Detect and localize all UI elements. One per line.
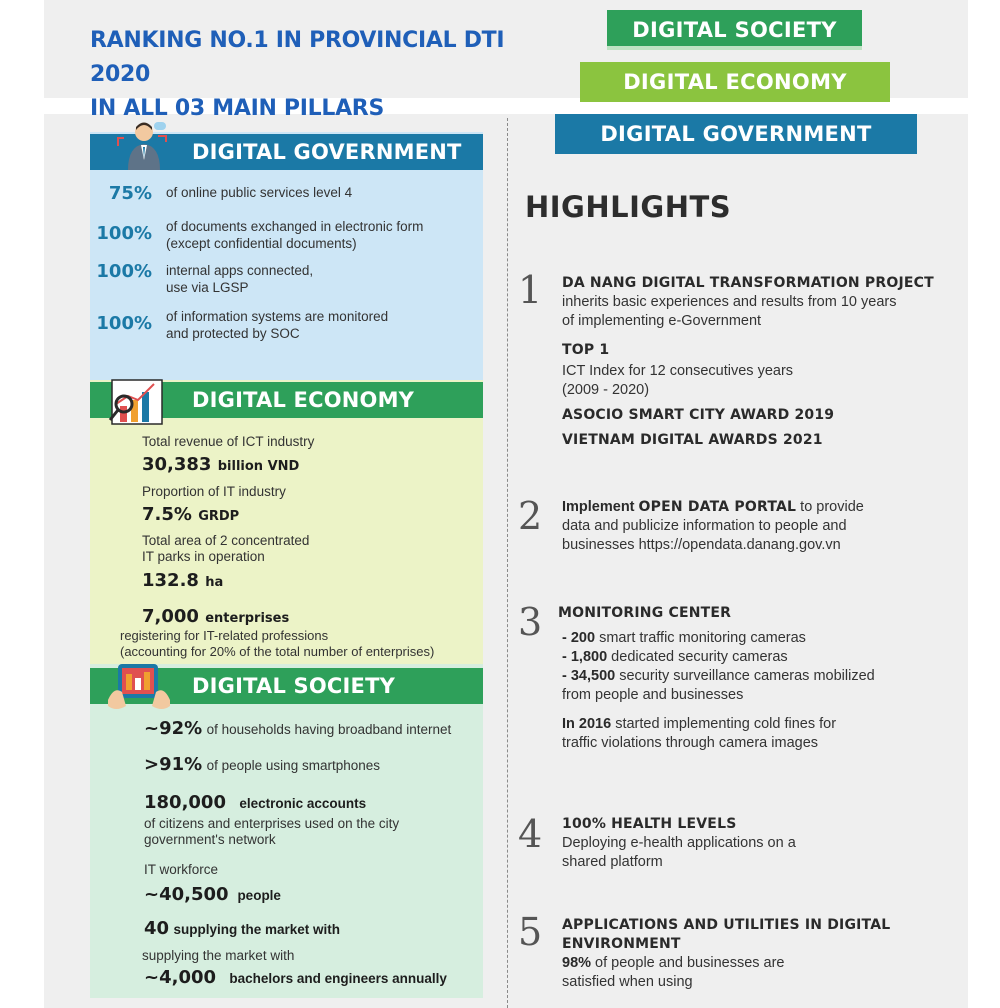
column-divider [507,118,508,1008]
gov-stat-apps [90,262,313,296]
growth-chart-icon [104,374,174,436]
highlight-1-top1-years: (2009 - 2020) [562,382,650,398]
eco-proportion-label: Proportion of IT industry [142,484,286,499]
highlight-1-award-vietnam: VIETNAM DIGITAL AWARDS 2021 [562,432,823,448]
eco-enterprises-desc: registering for IT-related professions (accounting for 20% of the total number of enterprises) [120,628,435,659]
highlight-number-4: 4 [518,812,543,856]
highlight-number-2: 2 [518,494,543,538]
step-digital-economy: DIGITAL ECONOMY [580,62,890,102]
highlight-item-4 [562,815,962,872]
soc-workforce-label: IT workforce [144,862,219,877]
highlight-1-text: of implementing e-Government [562,313,762,329]
highlight-5-heading: ENVIRONMENT [562,936,681,952]
gov-stat-value: 100% [96,261,152,282]
highlight-2-link: businesses https://opendata.danang.gov.vn [562,537,841,553]
eco-area-value: 132.8 ha [142,570,224,591]
highlight-2-text: data and publicize information to people and [562,518,847,534]
highlight-4-heading: 100% HEALTH LEVELS [562,816,737,832]
officer-icon [104,118,174,180]
highlight-1-top1-text: ICT Index for 12 consecutives years [562,363,794,379]
highlight-item-3: MONITORING CENTER - 200 smart traffic monitoring cameras - 1,800 dedicated security cameras - 34,500 security surveillance cameras mobilized from people and businesses In 2016 started implementing cold fines for traffic violations through camera images [558,604,958,753]
highlight-3-bullet-3-cont: from people and businesses [562,687,744,703]
highlight-number-1: 1 [518,268,543,312]
highlight-item-2: Implement OPEN DATA PORTAL to provide data and publicize information to people and businesses https://opendata.danang.gov.vn [562,498,962,555]
highlight-4-text: shared platform [562,854,663,870]
highlight-item-5: APPLICATIONS AND UTILITIES IN DIGITAL ENVIRONMENT 98% of people and businesses are satisfied when using [562,916,962,992]
highlight-1-text: inherits basic experiences and results from 10 years [562,294,897,310]
highlight-number-3: 3 [518,600,543,644]
gov-stat-desc: internal apps connected, use via LGSP [166,263,314,295]
eco-enterprises-value: 7,000 enterprises [142,606,290,627]
highlight-1-top1: TOP 1 [562,342,610,358]
gov-stat-desc: of information systems are monitored and protected by SOC [166,309,389,341]
eco-revenue-value: 30,383 billion VND [142,454,300,475]
government-panel [90,132,483,380]
soc-accounts: 180,000 electronic accounts [144,792,367,813]
page-title [90,24,560,126]
highlight-4-text: Deploying e-health applications on a [562,835,796,851]
highlight-1-heading: DA NANG DIGITAL TRANSFORMATION PROJECT [562,275,934,291]
government-header: DIGITAL GOVERNMENT [90,134,483,170]
gov-stat-desc: of online public services level 4 [166,185,353,200]
soc-workforce-value: ~40,500 people [144,884,281,905]
highlight-1-award-asocio: ASOCIO SMART CITY AWARD 2019 [562,407,835,423]
smartphone-hands-icon [104,660,174,722]
society-panel [90,664,483,998]
eco-area-label: Total area of 2 concentrated IT parks in operation [142,533,310,564]
soc-supply: 40 supplying the market with [144,918,341,939]
highlight-3-heading: MONITORING CENTER [558,605,732,621]
title-line-1: RANKING NO.1 IN PROVINCIAL DTI 2020 [90,28,505,87]
gov-stat-value: 100% [96,223,152,244]
gov-stat-documents [90,218,423,252]
highlight-3-note-cont: traffic violations through camera images [562,735,819,751]
gov-stat-systems [90,308,388,342]
step-digital-society: DIGITAL SOCIETY [607,10,862,50]
soc-broadband: ~92% of households having broadband internet [144,718,452,739]
highlight-5-text: satisfied when using [562,974,693,990]
gov-stat-desc: of documents exchanged in electronic form (except confidential documents) [166,219,424,251]
highlights-title: HIGHLIGHTS [525,190,732,224]
step-digital-government: DIGITAL GOVERNMENT [555,114,917,154]
economy-panel [90,380,483,664]
soc-supply-desc: supplying the market with [142,948,295,963]
gov-stat-online-services [90,184,352,204]
soc-accounts-desc: of citizens and enterprises used on the city government's network [144,816,400,847]
highlight-number-5: 5 [518,910,543,954]
title-line-2: IN ALL 03 MAIN PILLARS [90,96,384,121]
eco-proportion-value: 7.5% GRDP [142,504,240,525]
soc-graduates: ~4,000 bachelors and engineers annually [144,967,447,988]
economy-header: DIGITAL ECONOMY [90,382,483,418]
highlight-item-1 [562,274,962,450]
gov-stat-value: 75% [108,183,152,204]
society-header: DIGITAL SOCIETY [90,668,483,704]
gov-stat-value: 100% [96,313,152,334]
highlight-5-heading: APPLICATIONS AND UTILITIES IN DIGITAL [562,917,891,933]
eco-revenue-label: Total revenue of ICT industry [142,434,315,449]
soc-smartphone: >91% of people using smartphones [144,754,380,775]
